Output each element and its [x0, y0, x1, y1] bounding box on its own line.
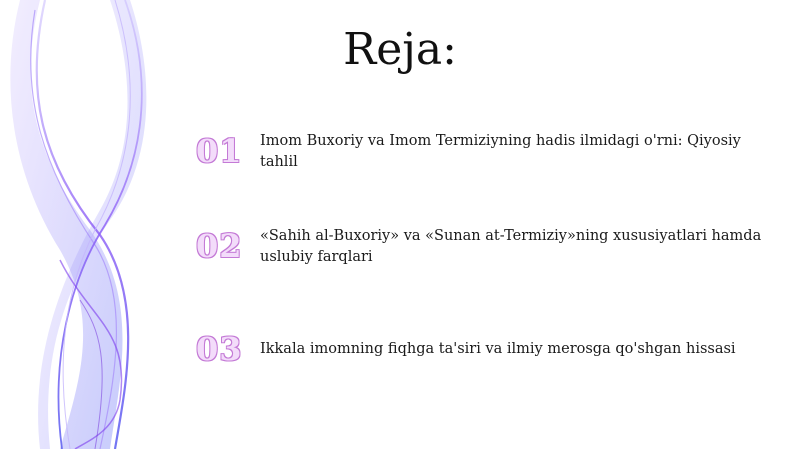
purple-smoke-swirl-icon: [0, 0, 200, 449]
slide-title: Reja:: [343, 24, 457, 75]
agenda-item-number: 01: [196, 132, 243, 170]
agenda-item-text: Ikkala imomning fiqhga ta'siri va ilmiy merosga qo'shgan hissasi: [260, 341, 736, 357]
agenda-item-number: 02: [196, 227, 243, 265]
agenda-item-text: «Sahih al-Buxoriy» va «Sunan at-Termiziy»ning xususiyatlari hamda uslubiy farqlari: [260, 228, 762, 265]
agenda-item: [196, 131, 776, 181]
agenda-item: [196, 329, 776, 379]
agenda-item-number: 03: [196, 330, 243, 368]
agenda-item-text: Imom Buxoriy va Imom Termiziyning hadis ilmidagi o'rni: Qiyosiy tahlil: [260, 133, 741, 170]
agenda-item: [196, 226, 776, 276]
